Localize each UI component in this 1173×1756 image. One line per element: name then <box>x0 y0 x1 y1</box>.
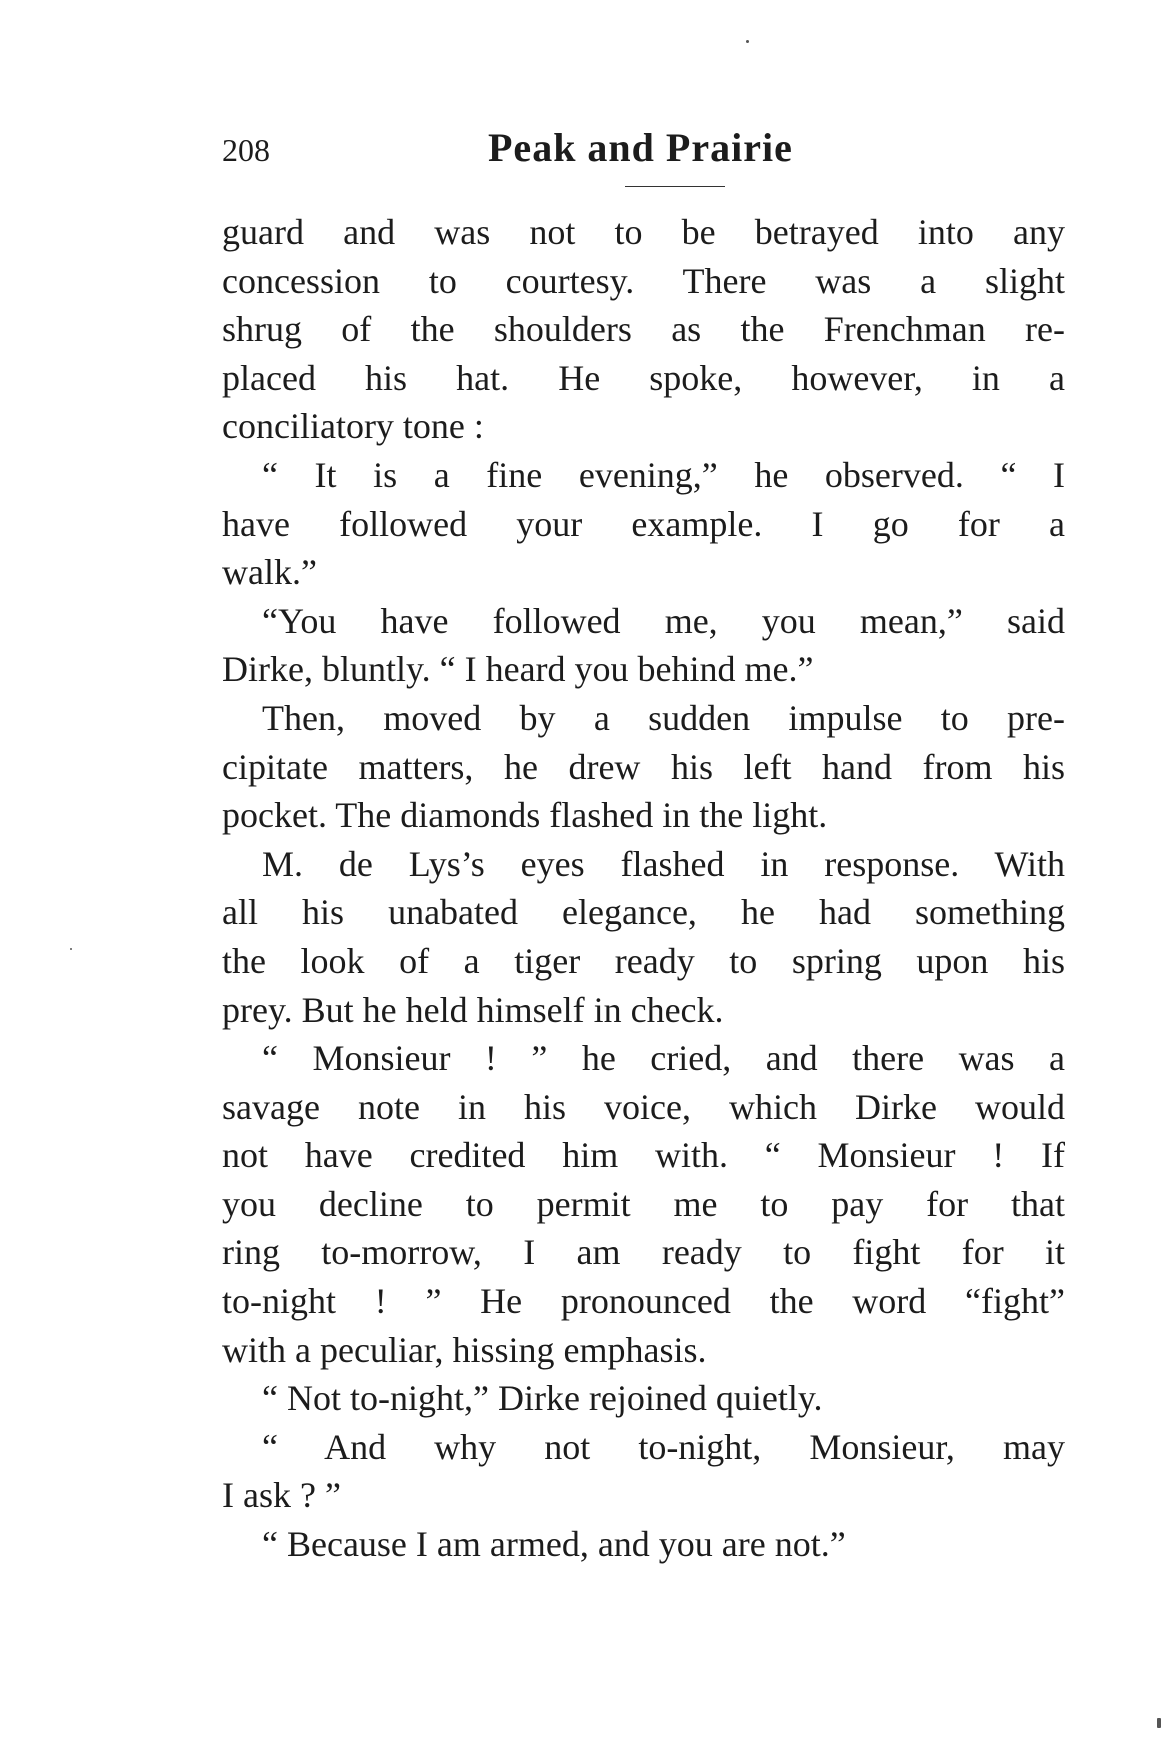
header-rule <box>625 186 725 187</box>
text-line: “ It is a fine evening,” he observed. “ I <box>262 454 1065 495</box>
text-line: Then, moved by a sudden impulse to pre- <box>262 697 1065 738</box>
text-line: placed his hat. He spoke, however, in a <box>222 357 1065 398</box>
text-line: “ Monsieur ! ” he cried, and there was a <box>262 1038 1065 1079</box>
text-line: “ And why not to-night, Monsieur, may <box>262 1426 1065 1467</box>
text-line: I ask ? ” <box>222 1475 341 1516</box>
text-line: “You have followed me, you mean,” said <box>262 600 1065 641</box>
page-number: 208 <box>222 132 270 168</box>
text-line: concession to courtesy. There was a slight <box>222 260 1065 301</box>
text-line: M. de Lys’s eyes flashed in response. With <box>262 843 1065 884</box>
text-line: “ Because I am armed, and you are not.” <box>262 1524 846 1565</box>
text-line: with a peculiar, hissing emphasis. <box>222 1329 707 1370</box>
text-line: Dirke, bluntly. “ I heard you behind me.” <box>222 649 814 690</box>
text-line: cipitate matters, he drew his left hand from his <box>222 746 1065 787</box>
text-line: you decline to permit me to pay for that <box>222 1183 1065 1224</box>
body-text <box>222 208 1065 1569</box>
running-title: Peak and Prairie <box>488 125 793 170</box>
text-line: pocket. The diamonds flashed in the light. <box>222 795 828 836</box>
text-line: “ Not to-night,” Dirke rejoined quietly. <box>262 1378 823 1419</box>
text-line: prey. But he held himself in check. <box>222 989 724 1030</box>
text-line: not have credited him with. “ Monsieur ! If <box>222 1135 1065 1176</box>
text-line: ring to-morrow, I am ready to fight for it <box>222 1232 1065 1273</box>
text-line: conciliatory tone : <box>222 406 484 447</box>
paper-speck <box>70 948 72 950</box>
text-line: to-night ! ” He pronounced the word “fight” <box>222 1281 1065 1322</box>
text-line: the look of a tiger ready to spring upon his <box>222 940 1065 981</box>
paper-speck <box>746 40 749 43</box>
text-line: walk.” <box>222 552 317 593</box>
text-line: have followed your example. I go for a <box>222 503 1065 544</box>
paper-speck <box>1157 1718 1161 1728</box>
text-line: guard and was not to be betrayed into any <box>222 212 1065 252</box>
text-line: savage note in his voice, which Dirke would <box>222 1086 1065 1127</box>
text-line: all his unabated elegance, he had something <box>222 892 1065 933</box>
text-line: shrug of the shoulders as the Frenchman re- <box>222 309 1065 350</box>
